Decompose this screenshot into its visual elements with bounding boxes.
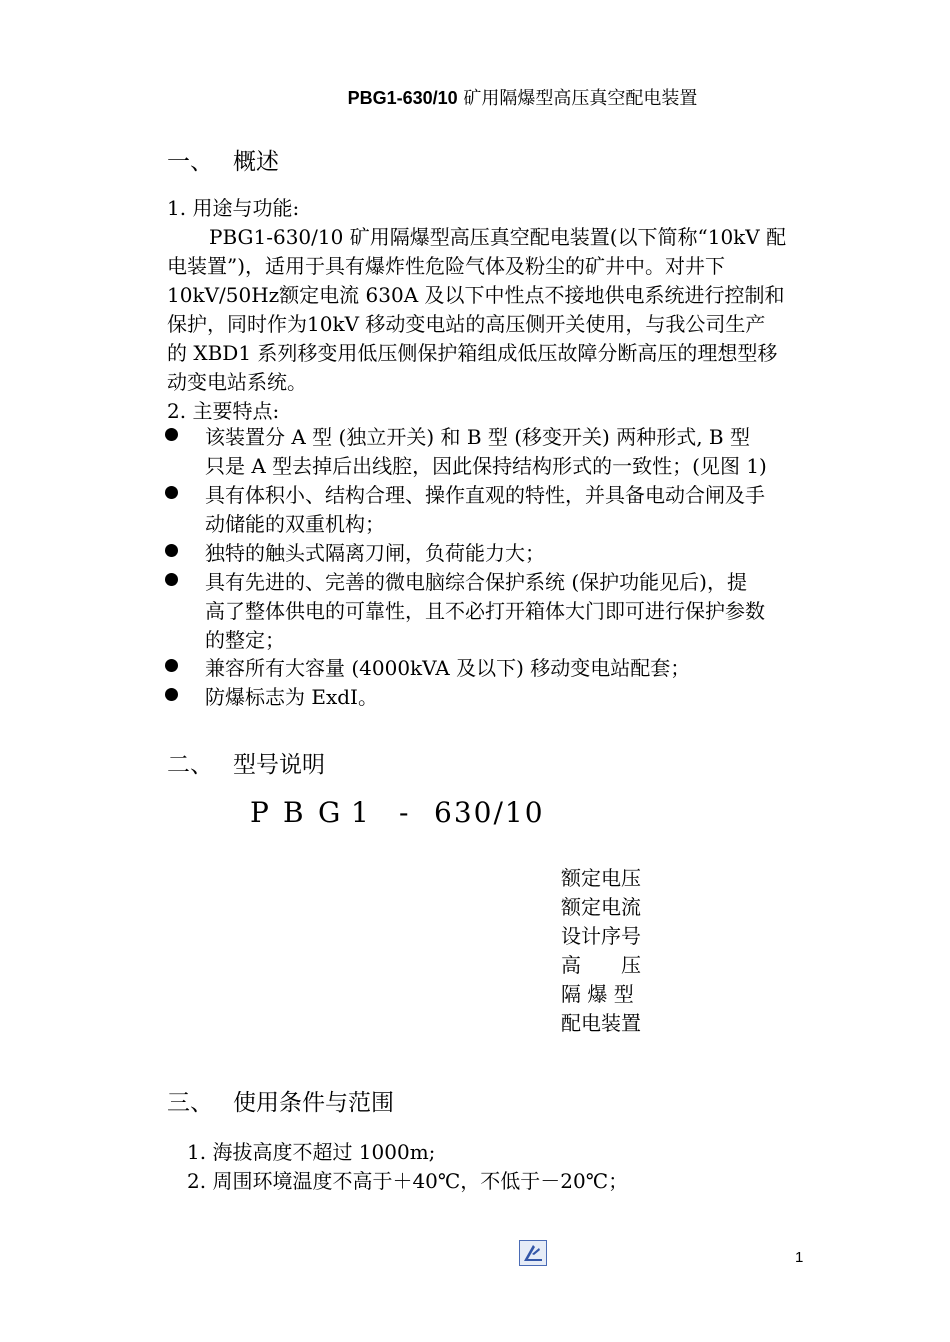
bullet-dot — [165, 573, 178, 586]
model-legend-item: 额定电压 — [561, 866, 641, 890]
page-number: 1 — [795, 1249, 804, 1266]
model-part: 1 — [351, 796, 371, 829]
bullet-dot — [165, 659, 178, 672]
bullet-dot — [165, 486, 178, 499]
bullet-dot — [165, 688, 178, 701]
document-title — [0, 84, 950, 110]
section2-title: 型号说明 — [233, 752, 325, 778]
section1-heading — [167, 143, 279, 176]
bullet-line: 的整定； — [205, 628, 285, 652]
item1-line: 动变电站系统。 — [167, 370, 307, 394]
document-title-text: 矿用隔爆型高压真空配电装置 — [463, 88, 698, 109]
model-part: P — [250, 796, 271, 829]
bullet-line: 具有体积小、结构合理、操作直观的特性，并具备电动合闸及手 — [205, 483, 765, 507]
section3-heading — [167, 1084, 394, 1117]
company-logo-icon — [519, 1240, 547, 1266]
item1-line: 的 XBD1 系列移变用低压侧保护箱组成低压故障分断高压的理想型移 — [167, 341, 778, 365]
item2-label: 2. 主要特点: — [167, 399, 280, 423]
model-code — [250, 796, 545, 829]
model-part: G — [318, 796, 343, 829]
section3-number: 三、 — [167, 1090, 213, 1116]
model-legend-item: 高 压 — [561, 953, 641, 977]
item1-line: 10kV/50Hz额定电流 630A 及以下中性点不接地供电系统进行控制和 — [167, 283, 785, 307]
bullet-line: 高了整体供电的可靠性，且不必打开箱体大门即可进行保护参数 — [205, 599, 765, 623]
bullet-line: 独特的触头式隔离刀闸，负荷能力大； — [205, 541, 545, 565]
item1-line: 保护，同时作为10kV 移动变电站的高压侧开关使用，与我公司生产 — [167, 312, 766, 336]
bullet-line: 只是 A 型去掉后出线腔，因此保持结构形式的一致性；(见图 1) — [205, 454, 767, 478]
condition-item: 1. 海拔高度不超过 1000m; — [187, 1140, 436, 1164]
document-title-model: PBG1-630/10 — [347, 88, 458, 108]
bullet-dot — [165, 544, 178, 557]
bullet-line: 该装置分 A 型 (独立开关) 和 B 型 (移变开关) 两种形式, B 型 — [205, 425, 750, 449]
model-part: - — [399, 796, 411, 829]
condition-item: 2. 周围环境温度不高于＋40℃，不低于－20℃； — [187, 1169, 629, 1193]
item1-label: 1. 用途与功能: — [167, 196, 300, 220]
section1-number: 一、 — [167, 149, 213, 175]
model-legend-item: 隔 爆 型 — [561, 982, 634, 1006]
model-legend-item: 额定电流 — [561, 895, 641, 919]
section2-heading — [167, 746, 325, 779]
bullet-line: 动储能的双重机构； — [205, 512, 385, 536]
section3-title: 使用条件与范围 — [233, 1090, 394, 1116]
item1-line: PBG1-630/10 矿用隔爆型高压真空配电装置(以下简称“10kV 配 — [209, 225, 787, 249]
item1-line: 电装置”)，适用于具有爆炸性危险气体及粉尘的矿井中。对井下 — [167, 254, 726, 278]
bullet-line: 防爆标志为 ExdI。 — [205, 685, 378, 709]
model-legend-item: 配电装置 — [561, 1011, 641, 1035]
bullet-dot — [165, 428, 178, 441]
section2-number: 二、 — [167, 752, 213, 778]
model-legend-item: 设计序号 — [561, 924, 641, 948]
model-part: 630/10 — [434, 796, 545, 829]
model-part: B — [283, 796, 306, 829]
section1-title: 概述 — [233, 149, 279, 175]
bullet-line: 兼容所有大容量 (4000kVA 及以下) 移动变电站配套； — [205, 656, 691, 680]
bullet-line: 具有先进的、完善的微电脑综合保护系统 (保护功能见后)，提 — [205, 570, 747, 594]
